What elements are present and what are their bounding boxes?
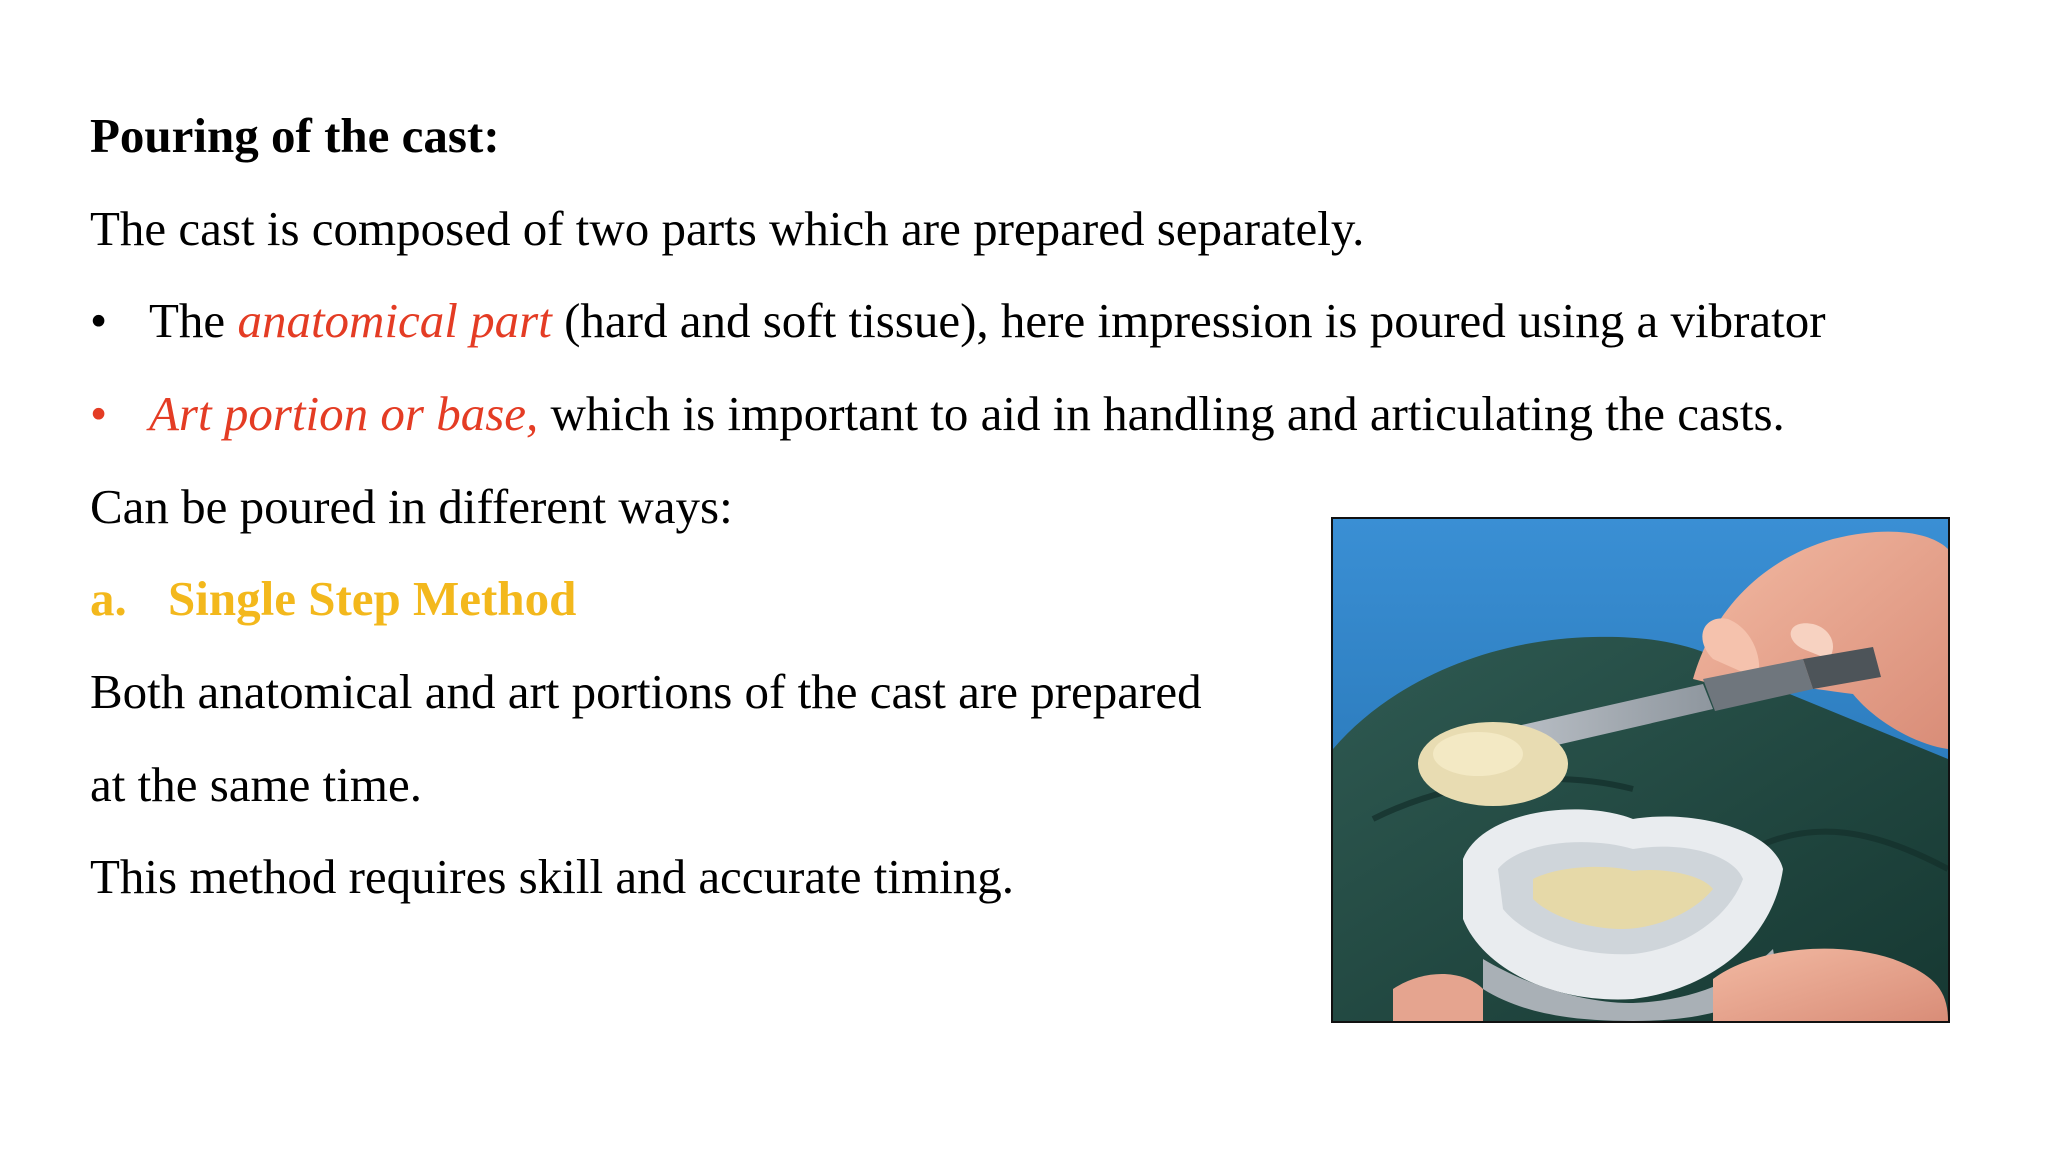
bullet-mark: •	[90, 386, 108, 441]
dental-cast-pouring-photo	[1331, 517, 1950, 1023]
slide-title: Pouring of the cast:	[90, 108, 500, 163]
bullet-highlight: anatomical part	[237, 293, 552, 348]
method-label: a.	[90, 571, 127, 626]
method-heading	[90, 569, 576, 629]
bullet-text-pre: The	[149, 293, 238, 348]
description-line-1: Both anatomical and art portions of the cast are prepared	[90, 664, 1202, 719]
bullet-mark: •	[90, 293, 108, 348]
method-note: This method requires skill and accurate timing.	[90, 849, 1014, 904]
bullet-item-art-portion	[90, 384, 1785, 444]
ways-text: Can be poured in different ways:	[90, 479, 733, 534]
description-line-2: at the same time.	[90, 757, 422, 812]
method-name: Single Step Method	[168, 571, 577, 626]
bullet-text-post: (hard and soft tissue), here impression is poured using a vibrator	[551, 293, 1826, 348]
bullet-highlight: Art portion or base,	[149, 386, 539, 441]
bullet-text-post: which is important to aid in handling and articulating the casts.	[538, 386, 1785, 441]
intro-text: The cast is composed of two parts which are prepared separately.	[90, 201, 1365, 256]
bullet-item-anatomical	[90, 291, 1826, 351]
